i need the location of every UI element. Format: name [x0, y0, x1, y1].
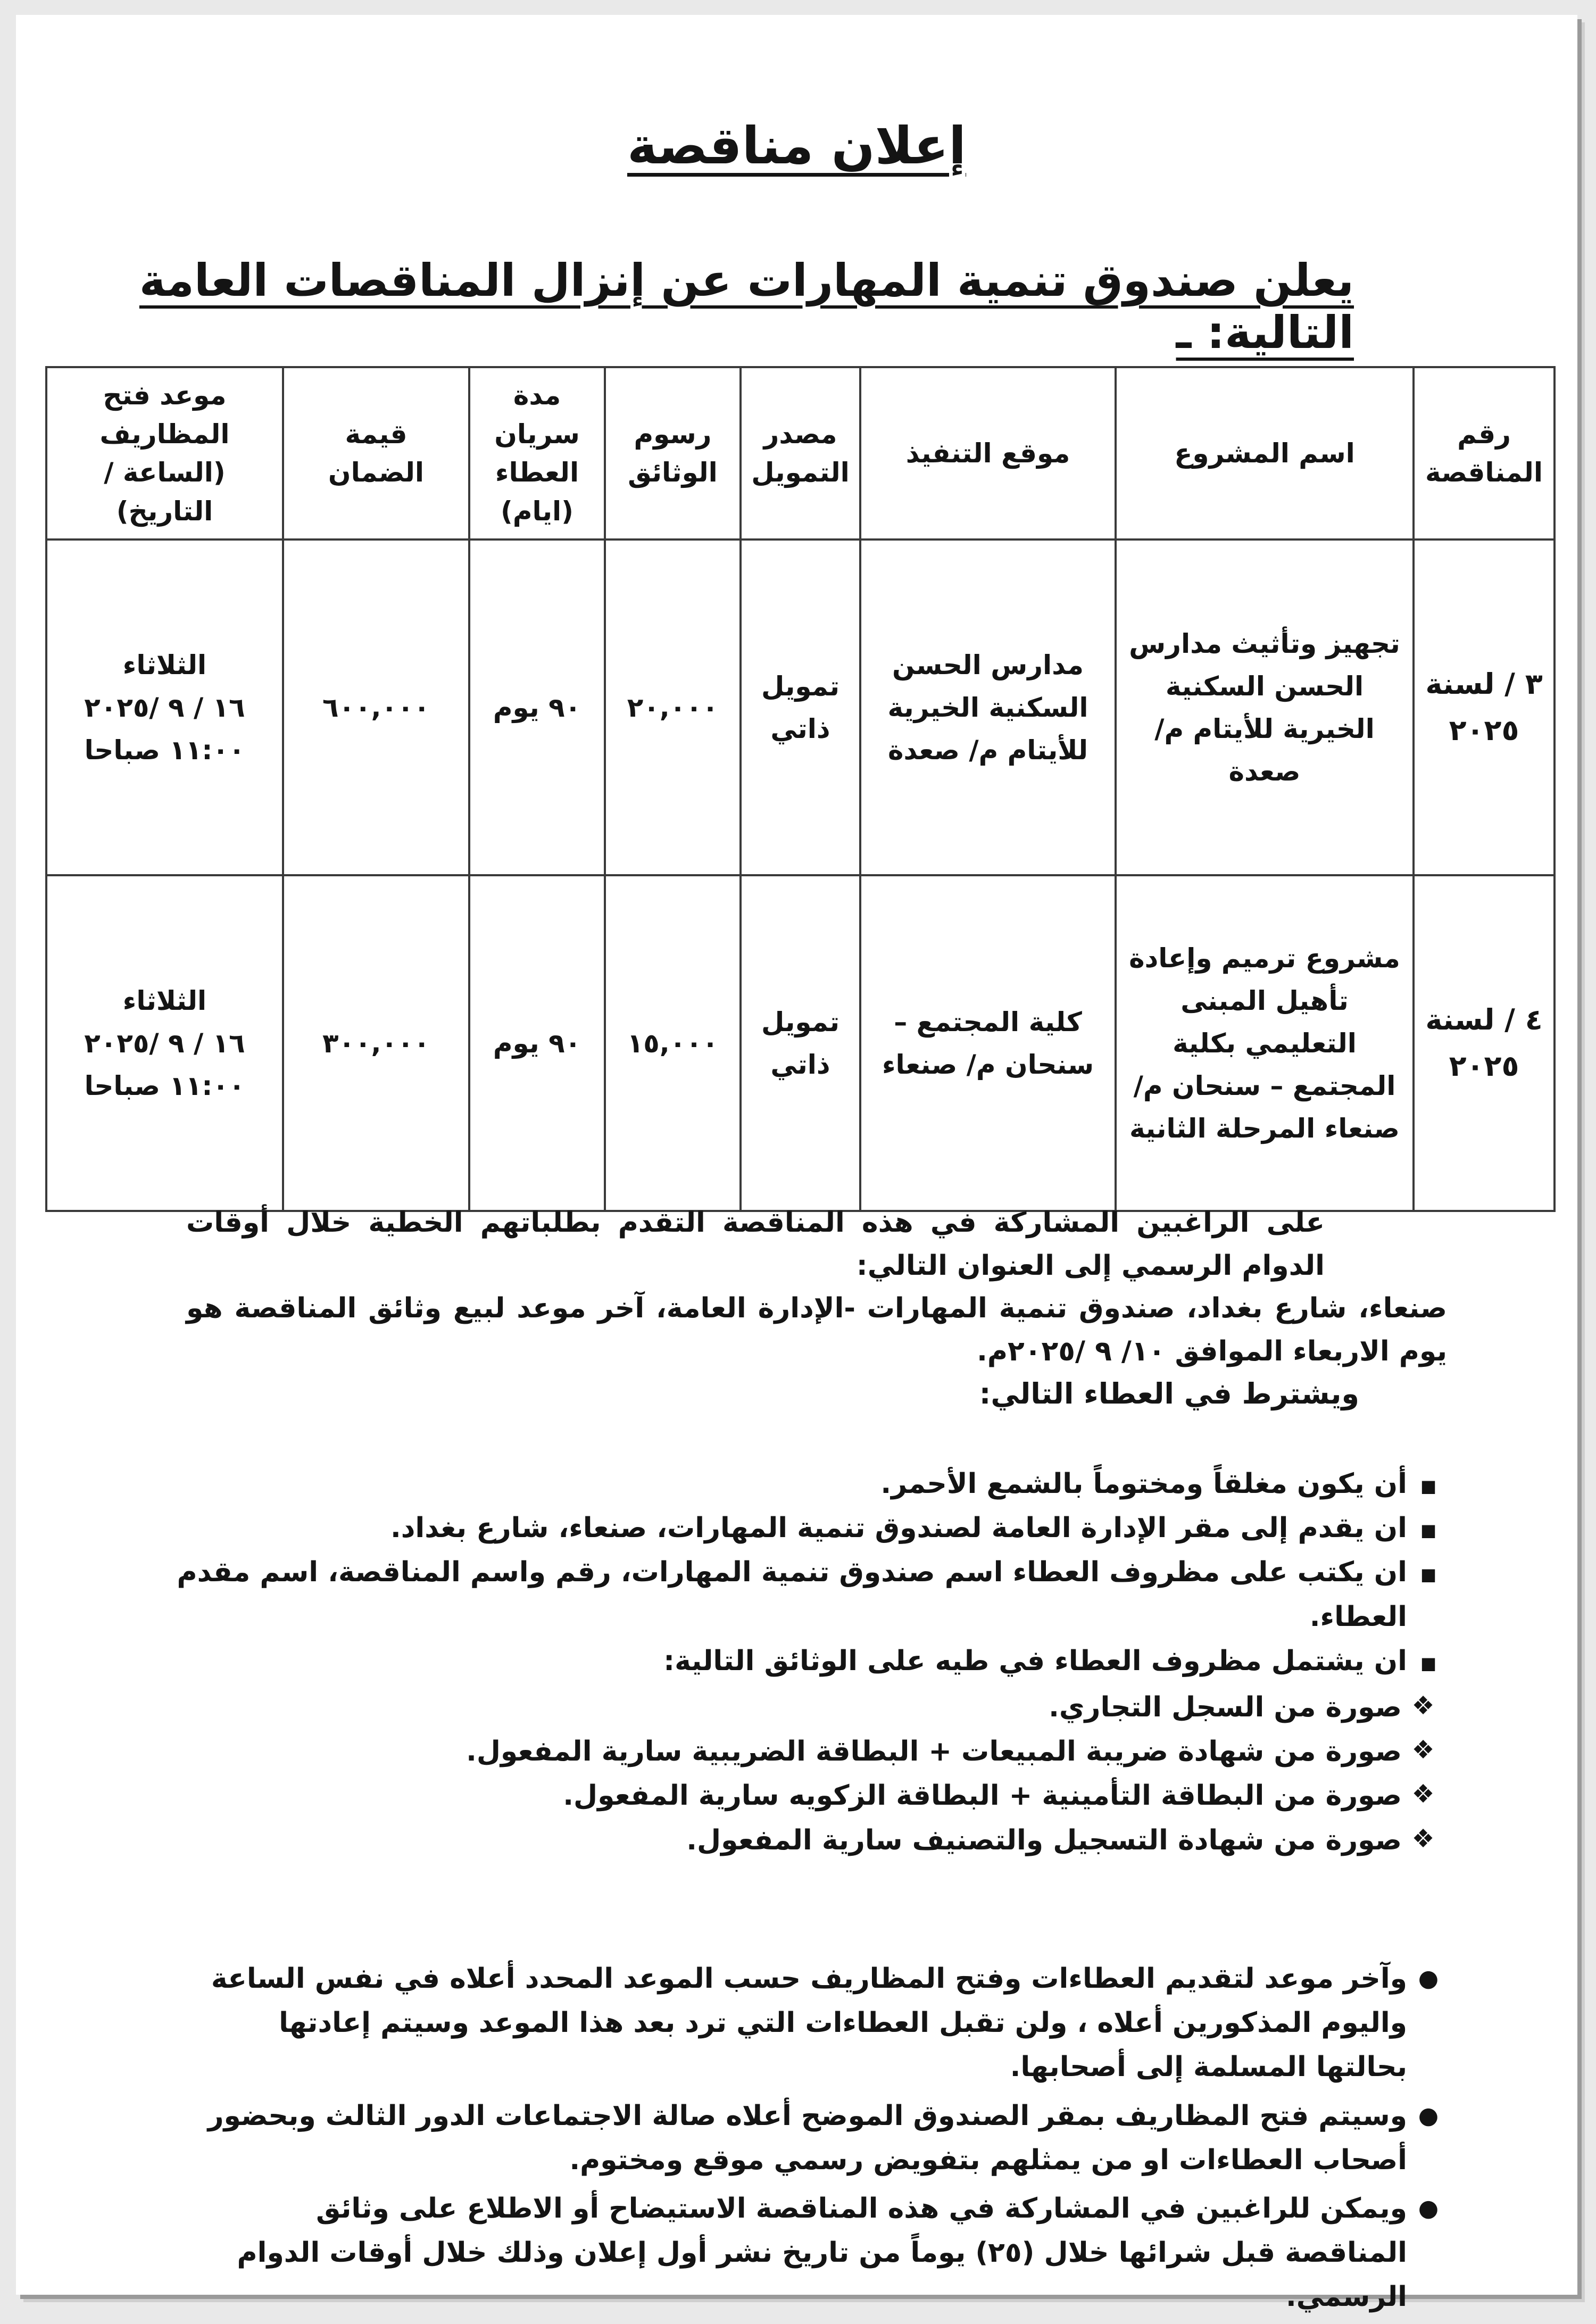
- opening-day: الثلاثاء: [122, 985, 207, 1016]
- title-text: إعلان مناقصة: [627, 116, 967, 176]
- header-project: اسم المشروع: [1116, 367, 1414, 540]
- square-bullet-icon: ■: [1420, 1520, 1437, 1541]
- cell-fees: ٢٠,٠٠٠: [605, 540, 741, 875]
- list-item: ❖ صورة من شهادة التسجيل والتصنيف سارية المفعول.: [176, 1819, 1439, 1863]
- header-funding: مصدر التمويل: [741, 367, 860, 540]
- square-bullet-icon: ■: [1420, 1653, 1437, 1673]
- conditions-list: [176, 1462, 1444, 1683]
- list-item: ● وآخر موعد لتقديم العطاءات وفتح المظاريف حسب الموعد المحدد أعلاه في نفس الساعة واليوم المذكورين أعلاه ، ولن تقبل العطاءات التي ترد بعد هذا الموعد وسيتم إعادتها بحالتها المسلمة إلى أصحابها.: [192, 1957, 1444, 2090]
- opening-time: ١١:٠٠ صباحا: [84, 1070, 245, 1101]
- cell-guarantee: ٣٠٠,٠٠٠: [283, 875, 469, 1211]
- cell-project: تجهيز وتأثيث مدارس الحسن السكنية الخيرية للأيتام م/ صعدة: [1116, 540, 1414, 875]
- header-opening: موعد فتح المظاريف (الساعة / التاريخ): [46, 367, 283, 540]
- diamond-bullet-icon: ❖: [1411, 1735, 1435, 1765]
- submission-paragraph: [186, 1201, 1447, 1373]
- cell-funding: تمويل ذاتي: [741, 540, 860, 875]
- round-bullet-icon: ●: [1418, 2102, 1439, 2129]
- list-item: ❖ صورة من السجل التجاري.: [176, 1686, 1439, 1730]
- subtitle-text: يعلن صندوق تنمية المهارات عن إنزال المناقصات العامة التالية: ـ: [139, 254, 1354, 359]
- cell-fees: ١٥,٠٠٠: [605, 875, 741, 1211]
- diamond-bullet-icon: ❖: [1411, 1691, 1435, 1721]
- notes-list: [192, 1957, 1444, 2324]
- cell-guarantee: ٦٠٠,٠٠٠: [283, 540, 469, 875]
- cell-opening: [46, 540, 283, 875]
- cell-number: ٤ / لسنة ٢٠٢٥: [1414, 875, 1555, 1211]
- cell-number: ٣ / لسنة ٢٠٢٥: [1414, 540, 1555, 875]
- paragraph-line-2: صنعاء، شارع بغداد، صندوق تنمية المهارات -الإدارة العامة، آخر موعد لبيع وثائق المناقصة هو يوم الاربعاء الموافق ١٠/ ٩ /٢٠٢٥م.: [186, 1292, 1447, 1367]
- diamond-bullet-icon: ❖: [1411, 1779, 1435, 1810]
- list-item: ■ ان يكتب على مظروف العطاء اسم صندوق تنمية المهارات، رقم واسم المناقصة، اسم مقدم العطاء.: [176, 1550, 1444, 1639]
- conditions-heading: ويشترط في العطاء التالي:: [979, 1377, 1359, 1410]
- required-documents-list: [176, 1686, 1439, 1863]
- list-item: ● ويمكن للراغبين في المشاركة في هذه المناقصة الاستيضاح أو الاطلاع على وثائق المناقصة قبل شرائها خلال (٢٥) يوماً من تاريخ نشر أول إعلان وذلك خلال أوقات الدوام الرسمي.: [192, 2187, 1444, 2320]
- cell-opening: [46, 875, 283, 1211]
- opening-date: ١٦ / ٩ /٢٠٢٥: [84, 692, 245, 723]
- header-fees: رسوم الوثائق: [605, 367, 741, 540]
- document-title: [16, 116, 1577, 176]
- square-bullet-icon: ■: [1420, 1564, 1437, 1585]
- table-header-row: [46, 367, 1555, 540]
- opening-time: ١١:٠٠ صباحا: [84, 734, 245, 766]
- cell-validity: ٩٠ يوم: [469, 540, 605, 875]
- list-item: ■ أن يكون مغلقاً ومختوماً بالشمع الأحمر.: [176, 1462, 1444, 1506]
- list-item: ■ ان يشتمل مظروف العطاء في طيه على الوثائق التالية:: [176, 1639, 1444, 1683]
- round-bullet-icon: ●: [1418, 1965, 1439, 1992]
- list-item: ● وسيتم فتح المظاريف بمقر الصندوق الموضح أعلاه صالة الاجتماعات الدور الثالث وبحضور أصحاب العطاءات او من يمثلهم بتفويض رسمي موقع ومختوم.: [192, 2094, 1444, 2182]
- list-item: ■ ان يقدم إلى مقر الإدارة العامة لصندوق تنمية المهارات، صنعاء، شارع بغداد.: [176, 1506, 1444, 1550]
- cell-project: مشروع ترميم وإعادة تأهيل المبنى التعليمي بكلية المجتمع – سنحان م/ صنعاء المرحلة الثانية: [1116, 875, 1414, 1211]
- header-guarantee: قيمة الضمان: [283, 367, 469, 540]
- opening-day: الثلاثاء: [122, 649, 207, 680]
- square-bullet-icon: ■: [1420, 1476, 1437, 1496]
- diamond-bullet-icon: ❖: [1411, 1823, 1435, 1854]
- header-location: موقع التنفيذ: [860, 367, 1116, 540]
- list-item: ❖ صورة من البطاقة التأمينية + البطاقة الزكويه سارية المفعول.: [176, 1774, 1439, 1818]
- document-subtitle: [16, 254, 1354, 359]
- cell-validity: ٩٠ يوم: [469, 875, 605, 1211]
- cell-location: كلية المجتمع – سنحان م/ صنعاء: [860, 875, 1116, 1211]
- header-number: رقم المناقصة: [1414, 367, 1555, 540]
- cell-location: مدارس الحسن السكنية الخيرية للأيتام م/ صعدة: [860, 540, 1116, 875]
- table-row: [46, 875, 1555, 1211]
- table-row: [46, 540, 1555, 875]
- list-item: ❖ صورة من شهادة ضريبة المبيعات + البطاقة الضريبية سارية المفعول.: [176, 1730, 1439, 1774]
- cell-funding: تمويل ذاتي: [741, 875, 860, 1211]
- paragraph-line-1: على الراغبين المشاركة في هذه المناقصة التقدم بطلباتهم الخطية خلال أوقات الدوام الرسمي إلى العنوان التالي:: [186, 1207, 1325, 1282]
- tenders-table: [45, 366, 1556, 1212]
- document-page: [16, 15, 1577, 2313]
- round-bullet-icon: ●: [1418, 2194, 1439, 2222]
- opening-date: ١٦ / ٩ /٢٠٢٥: [84, 1027, 245, 1059]
- header-validity: مدة سريان العطاء (ايام): [469, 367, 605, 540]
